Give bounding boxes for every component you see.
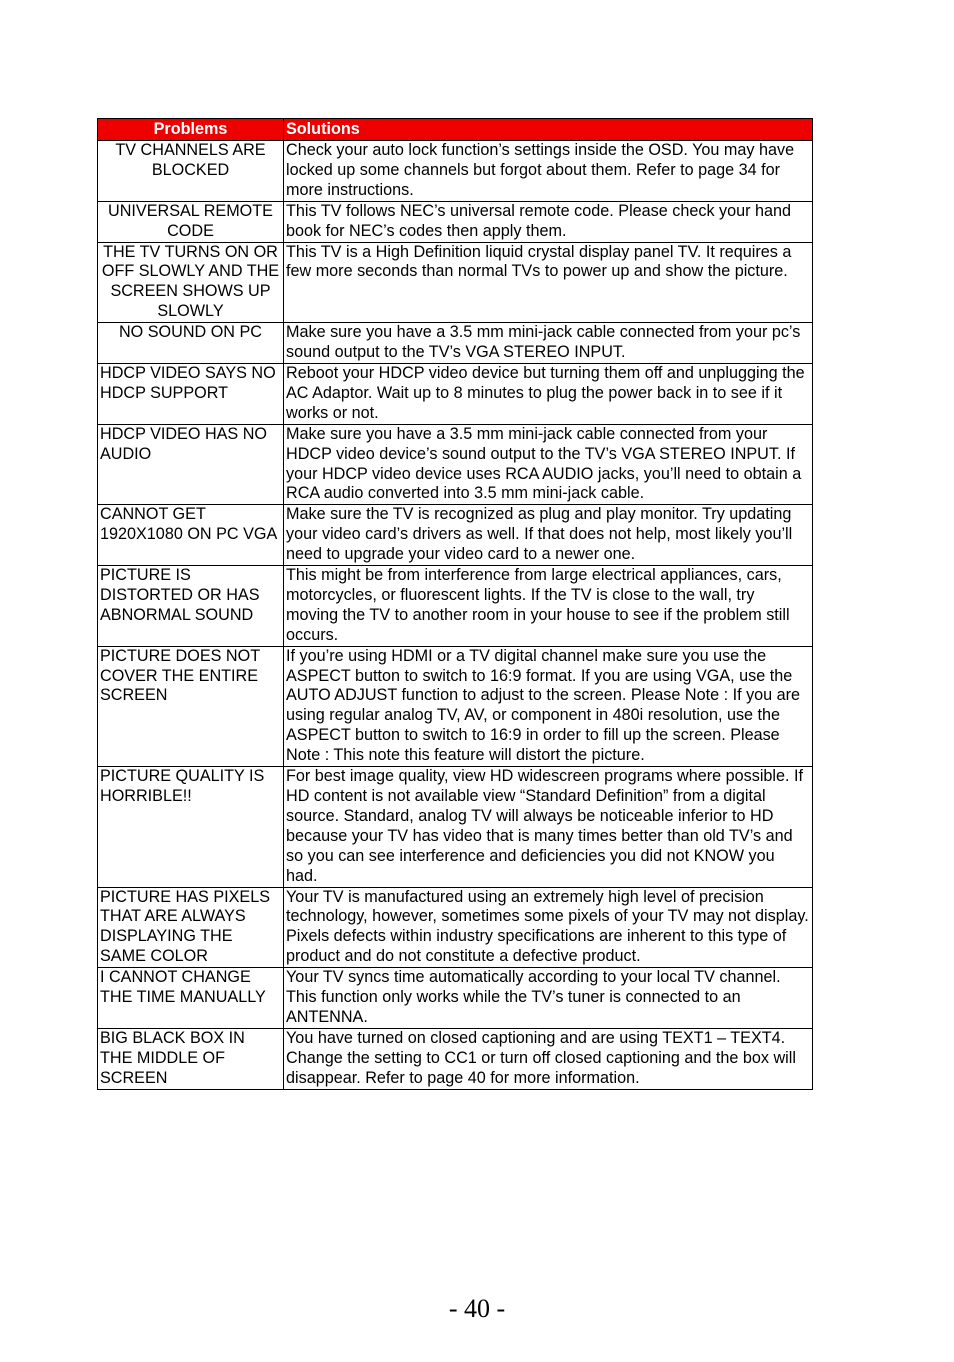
table-row	[98, 242, 813, 323]
solution-cell: Make sure you have a 3.5 mm mini-jack cable connected from your pc’s sound output to the TV’s VGA STEREO INPUT.	[284, 323, 813, 364]
solution-cell: This TV is a High Definition liquid crystal display panel TV. It requires a few more seconds than normal TVs to power up and show the picture.	[284, 242, 813, 323]
table-header-row	[98, 119, 813, 141]
solution-cell: Your TV is manufactured using an extremely high level of precision technology, however, sometimes some pixels of your TV may not display. Pixels defects within industry specifications are inherent to this type of product and do not constitute a defective product.	[284, 887, 813, 968]
problem-cell: CANNOT GET 1920X1080 ON PC VGA	[98, 505, 284, 566]
table-row	[98, 363, 813, 424]
table-row	[98, 566, 813, 647]
table-row	[98, 141, 813, 202]
solution-cell: Reboot your HDCP video device but turning them off and unplugging the AC Adaptor. Wait up to 8 minutes to plug the power back in to see if it works or not.	[284, 363, 813, 424]
problem-cell: UNIVERSAL REMOTE CODE	[98, 201, 284, 242]
problems-column-header: Problems	[98, 119, 284, 141]
problem-cell: THE TV TURNS ON OR OFF SLOWLY AND THE SCREEN SHOWS UP SLOWLY	[98, 242, 284, 323]
page-number: - 40 -	[448, 1294, 506, 1323]
table-row	[98, 968, 813, 1029]
problem-cell: PICTURE HAS PIXELS THAT ARE ALWAYS DISPLAYING THE SAME COLOR	[98, 887, 284, 968]
problem-cell: HDCP VIDEO SAYS NO HDCP SUPPORT	[98, 363, 284, 424]
solution-cell: Check your auto lock function’s settings inside the OSD. You may have locked up some channels but forgot about them. Refer to page 34 for more instructions.	[284, 141, 813, 202]
table-row	[98, 646, 813, 766]
table-row	[98, 424, 813, 505]
problem-cell: TV CHANNELS ARE BLOCKED	[98, 141, 284, 202]
troubleshooting-table	[97, 118, 813, 1090]
problem-cell: PICTURE IS DISTORTED OR HAS ABNORMAL SOUND	[98, 566, 284, 647]
solution-cell: Your TV syncs time automatically according to your local TV channel. This function only works while the TV’s tuner is connected to an ANTENNA.	[284, 968, 813, 1029]
solution-cell: This might be from interference from large electrical appliances, cars, motorcycles, or fluorescent lights. If the TV is close to the wall, try moving the TV to another room in your house to see if the problem still occurs.	[284, 566, 813, 647]
solutions-column-header: Solutions	[284, 119, 813, 141]
problem-cell: I CANNOT CHANGE THE TIME MANUALLY	[98, 968, 284, 1029]
problem-cell: PICTURE DOES NOT COVER THE ENTIRE SCREEN	[98, 646, 284, 766]
table-row	[98, 505, 813, 566]
solution-cell: You have turned on closed captioning and are using TEXT1 – TEXT4. Change the setting to CC1 or turn off closed captioning and the box will disappear. Refer to page 40 for more information.	[284, 1028, 813, 1089]
problem-cell: PICTURE QUALITY IS HORRIBLE!!	[98, 767, 284, 887]
problem-cell: HDCP VIDEO HAS NO AUDIO	[98, 424, 284, 505]
table-row	[98, 767, 813, 887]
solution-cell: For best image quality, view HD widescreen programs where possible. If HD content is not available view “Standard Definition” from a digital source. Standard, analog TV will always be noticeable inferior to HD because your TV has video that is many times better than old TV’s and so you can see interference and deficiencies you did not KNOW you had.	[284, 767, 813, 887]
solution-cell: This TV follows NEC’s universal remote code. Please check your hand book for NEC’s codes then apply them.	[284, 201, 813, 242]
solution-cell: Make sure you have a 3.5 mm mini-jack cable connected from your HDCP video device’s sound output to the TV’s VGA STEREO INPUT. If your HDCP video device uses RCA AUDIO jacks, you’ll need to obtain a RCA audio converted into 3.5 mm mini-jack cable.	[284, 424, 813, 505]
table-row	[98, 887, 813, 968]
solution-cell: If you’re using HDMI or a TV digital channel make sure you use the ASPECT button to switch to 16:9 format. If you are using VGA, use the AUTO ADJUST function to adjust to the screen. Please Note : If you are using regular analog TV, AV, or component in 480i resolution, use the ASPECT button to switch to 16:9 in order to fill up the screen. Please Note : This note this feature will distort the picture.	[284, 646, 813, 766]
table-row	[98, 323, 813, 364]
problem-cell: NO SOUND ON PC	[98, 323, 284, 364]
table-row	[98, 1028, 813, 1089]
problem-cell: BIG BLACK BOX IN THE MIDDLE OF SCREEN	[98, 1028, 284, 1089]
solution-cell: Make sure the TV is recognized as plug and play monitor. Try updating your video card’s drivers as well. If that does not help, most likely you’ll need to upgrade your video card to a newer one.	[284, 505, 813, 566]
table-row	[98, 201, 813, 242]
